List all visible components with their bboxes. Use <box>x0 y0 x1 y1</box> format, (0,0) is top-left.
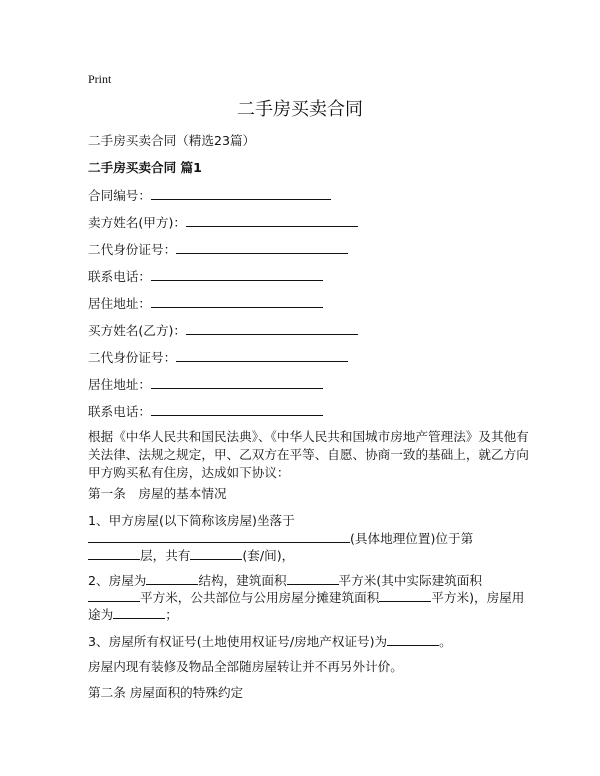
blank-line <box>88 529 350 543</box>
text: 2、房屋为 <box>88 573 147 588</box>
text: 。 <box>439 634 452 649</box>
field-buyer-phone <box>88 402 323 421</box>
article1-item3 <box>88 632 452 651</box>
section-heading: 二手房买卖合同 篇1 <box>88 160 202 175</box>
text: 结构，建筑面积 <box>198 573 287 588</box>
article1-item2-line3 <box>88 605 178 624</box>
field-buyer-name <box>88 321 358 340</box>
text: 途为 <box>88 607 114 622</box>
blank-line <box>379 588 431 602</box>
field-label: 二代身份证号： <box>88 350 177 365</box>
blank-line <box>88 546 140 560</box>
blank-line <box>151 186 331 200</box>
field-label: 联系电话： <box>88 269 151 284</box>
blank-line <box>387 632 439 646</box>
text: (套/间)， <box>242 548 295 563</box>
article1-item1: 1、甲方房屋(以下简称该房屋)坐落于 <box>88 513 295 528</box>
blank-line <box>176 348 348 362</box>
text: ； <box>165 607 178 622</box>
article2-heading: 第二条 房屋面积的特殊约定 <box>88 685 244 700</box>
blank-line <box>176 240 348 254</box>
article1-item1-line3 <box>88 546 294 565</box>
blank-line <box>151 267 323 281</box>
blank-line <box>146 571 198 585</box>
blank-line <box>151 375 323 389</box>
field-label: 二代身份证号： <box>88 242 177 257</box>
blank-line <box>151 402 323 416</box>
field-label: 卖方姓名(甲方)： <box>88 215 186 230</box>
field-seller-address <box>88 294 323 313</box>
blank-line <box>113 605 165 619</box>
field-label: 居住地址： <box>88 296 151 311</box>
field-label: 联系电话： <box>88 404 151 419</box>
blank-line <box>88 588 140 602</box>
field-label: 居住地址： <box>88 377 151 392</box>
text: 平方米(其中实际建筑面积 <box>338 573 482 588</box>
text: 平方米)，房屋用 <box>431 590 525 605</box>
field-contract-number <box>88 186 331 205</box>
document-title: 二手房买卖合同 <box>237 99 363 120</box>
article1-heading: 第一条 房屋的基本情况 <box>88 486 227 501</box>
document-subtitle: 二手房买卖合同（精选23篇） <box>88 133 256 148</box>
text: 平方米，公共部位与公用房屋分摊建筑面积 <box>140 590 380 605</box>
field-seller-phone <box>88 267 323 286</box>
blank-line <box>186 321 358 335</box>
field-seller-name <box>88 213 358 232</box>
field-buyer-address <box>88 375 323 394</box>
blank-line <box>151 294 323 308</box>
text: 层，共有 <box>140 548 191 563</box>
text: (具体地理位置)位于第 <box>350 531 474 546</box>
text: 3、房屋所有权证号(土地使用权证号/房地产权证号)为 <box>88 634 388 649</box>
blank-line <box>190 546 242 560</box>
field-label: 合同编号： <box>88 188 151 203</box>
blank-line <box>186 213 358 227</box>
print-label: Print <box>88 72 112 86</box>
field-seller-id <box>88 240 348 259</box>
preamble-paragraph: 根据《中华人民共和国民法典》、《中华人民共和国城市房地产管理法》及其他有关法律、法规之规定，甲、乙双方在平等、自愿、协商一致的基础上，就乙方向甲方购买私有住房，达成如下协议： <box>88 429 529 480</box>
field-label: 买方姓名(乙方)： <box>88 323 186 338</box>
article1-note: 房屋内现有装修及物品全部随房屋转让并不再另外计价。 <box>88 659 403 674</box>
blank-line <box>287 571 339 585</box>
field-buyer-id <box>88 348 348 367</box>
